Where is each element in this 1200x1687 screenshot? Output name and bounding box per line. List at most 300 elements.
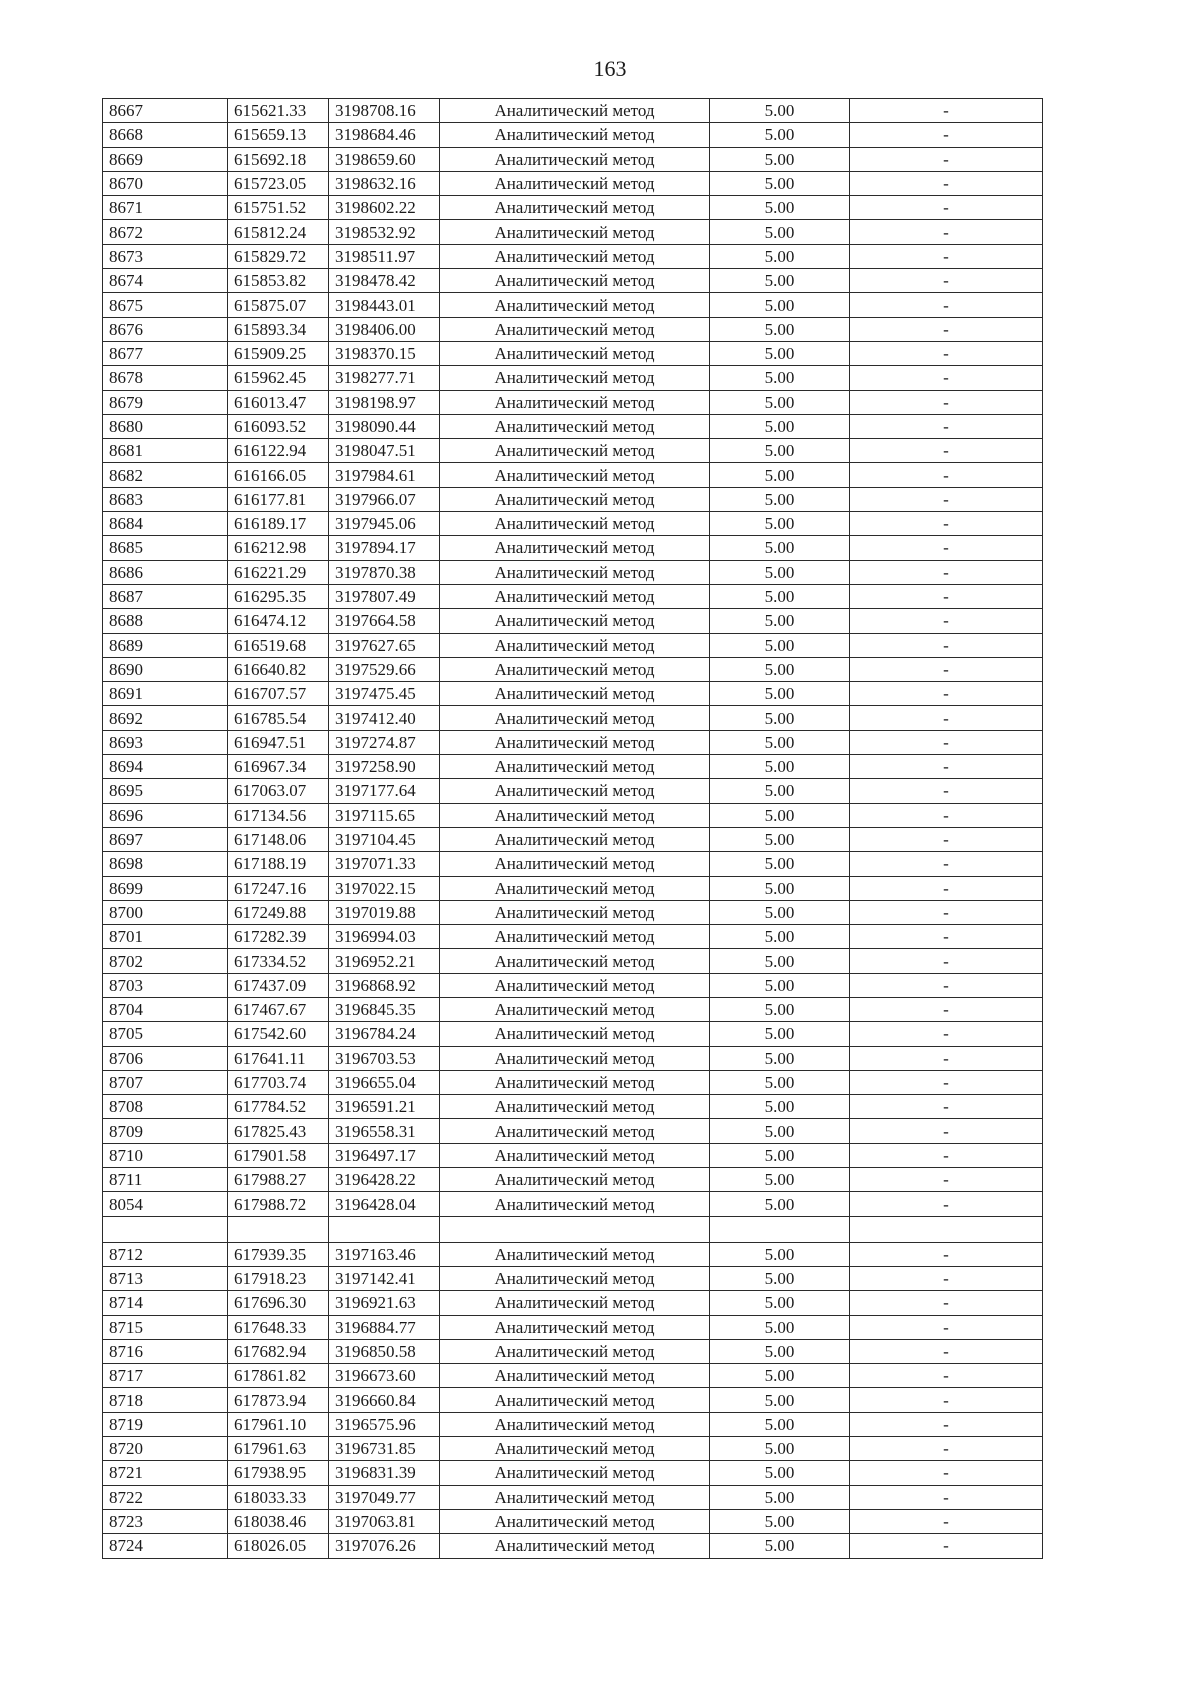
table-row [103, 876, 1043, 900]
y-coordinate-cell: 3198511.97 [329, 244, 440, 268]
table-row [103, 900, 1043, 924]
accuracy-cell: 5.00 [710, 293, 850, 317]
table-row [103, 1315, 1043, 1339]
point-number-cell: 8696 [103, 803, 228, 827]
accuracy-cell: 5.00 [710, 1388, 850, 1412]
accuracy-cell: 5.00 [710, 1119, 850, 1143]
accuracy-cell: 5.00 [710, 463, 850, 487]
x-coordinate-cell: 617825.43 [228, 1119, 329, 1143]
note-cell: - [850, 341, 1043, 365]
x-coordinate-cell: 616947.51 [228, 730, 329, 754]
method-cell: Аналитический метод [440, 657, 710, 681]
coordinates-table [102, 98, 1043, 1559]
y-coordinate-cell: 3197475.45 [329, 682, 440, 706]
note-cell: - [850, 1315, 1043, 1339]
y-coordinate-cell: 3198277.71 [329, 366, 440, 390]
y-coordinate-cell: 3197966.07 [329, 487, 440, 511]
note-cell: - [850, 1388, 1043, 1412]
table-spacer [103, 1216, 1043, 1242]
table-row [103, 1168, 1043, 1192]
method-cell: Аналитический метод [440, 852, 710, 876]
note-cell: - [850, 997, 1043, 1021]
y-coordinate-cell: 3198632.16 [329, 171, 440, 195]
note-cell: - [850, 99, 1043, 123]
y-coordinate-cell: 3196884.77 [329, 1315, 440, 1339]
method-cell: Аналитический метод [440, 390, 710, 414]
table-row [103, 220, 1043, 244]
accuracy-cell: 5.00 [710, 682, 850, 706]
table-row [103, 609, 1043, 633]
method-cell: Аналитический метод [440, 1534, 710, 1558]
point-number-cell: 8717 [103, 1364, 228, 1388]
y-coordinate-cell: 3198047.51 [329, 439, 440, 463]
table-row [103, 171, 1043, 195]
method-cell: Аналитический метод [440, 293, 710, 317]
x-coordinate-cell: 615962.45 [228, 366, 329, 390]
table-row [103, 1291, 1043, 1315]
y-coordinate-cell: 3196845.35 [329, 997, 440, 1021]
point-number-cell: 8715 [103, 1315, 228, 1339]
table-row [103, 1192, 1043, 1216]
table-row [103, 414, 1043, 438]
method-cell: Аналитический метод [440, 171, 710, 195]
page-number: 163 [593, 56, 627, 81]
y-coordinate-cell: 3197076.26 [329, 1534, 440, 1558]
accuracy-cell: 5.00 [710, 317, 850, 341]
accuracy-cell: 5.00 [710, 1412, 850, 1436]
note-cell: - [850, 925, 1043, 949]
point-number-cell: 8712 [103, 1242, 228, 1266]
method-cell: Аналитический метод [440, 1242, 710, 1266]
point-number-cell: 8675 [103, 293, 228, 317]
accuracy-cell: 5.00 [710, 147, 850, 171]
point-number-cell: 8707 [103, 1070, 228, 1094]
method-cell: Аналитический метод [440, 244, 710, 268]
method-cell: Аналитический метод [440, 730, 710, 754]
table-row [103, 925, 1043, 949]
method-cell: Аналитический метод [440, 1412, 710, 1436]
y-coordinate-cell: 3198443.01 [329, 293, 440, 317]
x-coordinate-cell: 616640.82 [228, 657, 329, 681]
x-coordinate-cell: 617134.56 [228, 803, 329, 827]
note-cell: - [850, 196, 1043, 220]
table-row [103, 317, 1043, 341]
note-cell: - [850, 1095, 1043, 1119]
table-row [103, 293, 1043, 317]
note-cell: - [850, 730, 1043, 754]
accuracy-cell: 5.00 [710, 269, 850, 293]
x-coordinate-cell: 617282.39 [228, 925, 329, 949]
note-cell: - [850, 463, 1043, 487]
x-coordinate-cell: 618026.05 [228, 1534, 329, 1558]
x-coordinate-cell: 617703.74 [228, 1070, 329, 1094]
y-coordinate-cell: 3198532.92 [329, 220, 440, 244]
y-coordinate-cell: 3196703.53 [329, 1046, 440, 1070]
table-row [103, 584, 1043, 608]
y-coordinate-cell: 3198708.16 [329, 99, 440, 123]
y-coordinate-cell: 3196497.17 [329, 1143, 440, 1167]
x-coordinate-cell: 616967.34 [228, 755, 329, 779]
method-cell: Аналитический метод [440, 463, 710, 487]
x-coordinate-cell: 617784.52 [228, 1095, 329, 1119]
point-number-cell: 8691 [103, 682, 228, 706]
note-cell: - [850, 949, 1043, 973]
method-cell: Аналитический метод [440, 414, 710, 438]
accuracy-cell: 5.00 [710, 1192, 850, 1216]
method-cell: Аналитический метод [440, 366, 710, 390]
accuracy-cell: 5.00 [710, 1315, 850, 1339]
x-coordinate-cell: 616785.54 [228, 706, 329, 730]
x-coordinate-cell: 616013.47 [228, 390, 329, 414]
y-coordinate-cell: 3197063.81 [329, 1509, 440, 1533]
method-cell: Аналитический метод [440, 925, 710, 949]
note-cell: - [850, 487, 1043, 511]
point-number-cell: 8704 [103, 997, 228, 1021]
y-coordinate-cell: 3197627.65 [329, 633, 440, 657]
x-coordinate-cell: 615909.25 [228, 341, 329, 365]
note-cell: - [850, 414, 1043, 438]
method-cell: Аналитический метод [440, 900, 710, 924]
x-coordinate-cell: 617861.82 [228, 1364, 329, 1388]
note-cell: - [850, 293, 1043, 317]
point-number-cell: 8710 [103, 1143, 228, 1167]
method-cell: Аналитический метод [440, 609, 710, 633]
y-coordinate-cell: 3198659.60 [329, 147, 440, 171]
accuracy-cell: 5.00 [710, 487, 850, 511]
x-coordinate-cell: 615659.13 [228, 123, 329, 147]
method-cell: Аналитический метод [440, 706, 710, 730]
method-cell: Аналитический метод [440, 779, 710, 803]
table-row [103, 1339, 1043, 1363]
x-coordinate-cell: 615723.05 [228, 171, 329, 195]
note-cell: - [850, 1070, 1043, 1094]
note-cell: - [850, 439, 1043, 463]
method-cell: Аналитический метод [440, 1119, 710, 1143]
x-coordinate-cell: 615621.33 [228, 99, 329, 123]
point-number-cell: 8690 [103, 657, 228, 681]
method-cell: Аналитический метод [440, 560, 710, 584]
accuracy-cell: 5.00 [710, 1095, 850, 1119]
accuracy-cell: 5.00 [710, 1022, 850, 1046]
point-number-cell: 8674 [103, 269, 228, 293]
point-number-cell: 8697 [103, 827, 228, 851]
note-cell: - [850, 1143, 1043, 1167]
table-row [103, 1022, 1043, 1046]
note-cell: - [850, 803, 1043, 827]
accuracy-cell: 5.00 [710, 779, 850, 803]
y-coordinate-cell: 3196558.31 [329, 1119, 440, 1143]
note-cell: - [850, 633, 1043, 657]
x-coordinate-cell: 617063.07 [228, 779, 329, 803]
x-coordinate-cell: 617873.94 [228, 1388, 329, 1412]
point-number-cell: 8679 [103, 390, 228, 414]
point-number-cell: 8682 [103, 463, 228, 487]
note-cell: - [850, 779, 1043, 803]
note-cell: - [850, 1022, 1043, 1046]
y-coordinate-cell: 3196660.84 [329, 1388, 440, 1412]
point-number-cell: 8685 [103, 536, 228, 560]
method-cell: Аналитический метод [440, 827, 710, 851]
y-coordinate-cell: 3196428.04 [329, 1192, 440, 1216]
note-cell: - [850, 1412, 1043, 1436]
y-coordinate-cell: 3198684.46 [329, 123, 440, 147]
accuracy-cell: 5.00 [710, 1339, 850, 1363]
table-row [103, 1509, 1043, 1533]
point-number-cell: 8698 [103, 852, 228, 876]
y-coordinate-cell: 3196850.58 [329, 1339, 440, 1363]
point-number-cell: 8708 [103, 1095, 228, 1119]
accuracy-cell: 5.00 [710, 876, 850, 900]
table-row [103, 1485, 1043, 1509]
table-row [103, 487, 1043, 511]
accuracy-cell: 5.00 [710, 1509, 850, 1533]
method-cell: Аналитический метод [440, 876, 710, 900]
accuracy-cell: 5.00 [710, 512, 850, 536]
y-coordinate-cell: 3196831.39 [329, 1461, 440, 1485]
y-coordinate-cell: 3197412.40 [329, 706, 440, 730]
method-cell: Аналитический метод [440, 1485, 710, 1509]
table-row [103, 390, 1043, 414]
point-number-cell: 8705 [103, 1022, 228, 1046]
note-cell: - [850, 682, 1043, 706]
point-number-cell: 8694 [103, 755, 228, 779]
accuracy-cell: 5.00 [710, 657, 850, 681]
x-coordinate-cell: 615812.24 [228, 220, 329, 244]
method-cell: Аналитический метод [440, 584, 710, 608]
table-row [103, 1412, 1043, 1436]
accuracy-cell: 5.00 [710, 99, 850, 123]
x-coordinate-cell: 616519.68 [228, 633, 329, 657]
point-number-cell: 8713 [103, 1266, 228, 1290]
method-cell: Аналитический метод [440, 1192, 710, 1216]
method-cell: Аналитический метод [440, 682, 710, 706]
point-number-cell: 8681 [103, 439, 228, 463]
note-cell: - [850, 1242, 1043, 1266]
method-cell: Аналитический метод [440, 439, 710, 463]
table-row [103, 123, 1043, 147]
accuracy-cell: 5.00 [710, 1364, 850, 1388]
point-number-cell: 8701 [103, 925, 228, 949]
point-number-cell: 8695 [103, 779, 228, 803]
spacer-cell [850, 1216, 1043, 1242]
accuracy-cell: 5.00 [710, 1461, 850, 1485]
y-coordinate-cell: 3196673.60 [329, 1364, 440, 1388]
accuracy-cell: 5.00 [710, 171, 850, 195]
x-coordinate-cell: 617247.16 [228, 876, 329, 900]
y-coordinate-cell: 3196784.24 [329, 1022, 440, 1046]
table-row [103, 1534, 1043, 1558]
method-cell: Аналитический метод [440, 220, 710, 244]
accuracy-cell: 5.00 [710, 1168, 850, 1192]
accuracy-cell: 5.00 [710, 1534, 850, 1558]
y-coordinate-cell: 3198602.22 [329, 196, 440, 220]
accuracy-cell: 5.00 [710, 973, 850, 997]
y-coordinate-cell: 3197071.33 [329, 852, 440, 876]
method-cell: Аналитический метод [440, 487, 710, 511]
x-coordinate-cell: 615692.18 [228, 147, 329, 171]
accuracy-cell: 5.00 [710, 414, 850, 438]
x-coordinate-cell: 617918.23 [228, 1266, 329, 1290]
y-coordinate-cell: 3197258.90 [329, 755, 440, 779]
point-number-cell: 8671 [103, 196, 228, 220]
table-row [103, 730, 1043, 754]
point-number-cell: 8673 [103, 244, 228, 268]
x-coordinate-cell: 617939.35 [228, 1242, 329, 1266]
point-number-cell: 8687 [103, 584, 228, 608]
note-cell: - [850, 584, 1043, 608]
accuracy-cell: 5.00 [710, 1437, 850, 1461]
note-cell: - [850, 1461, 1043, 1485]
accuracy-cell: 5.00 [710, 366, 850, 390]
y-coordinate-cell: 3198370.15 [329, 341, 440, 365]
y-coordinate-cell: 3197142.41 [329, 1266, 440, 1290]
point-number-cell: 8668 [103, 123, 228, 147]
y-coordinate-cell: 3196575.96 [329, 1412, 440, 1436]
point-number-cell: 8684 [103, 512, 228, 536]
table-block-2 [103, 1242, 1043, 1558]
y-coordinate-cell: 3196731.85 [329, 1437, 440, 1461]
note-cell: - [850, 1119, 1043, 1143]
x-coordinate-cell: 616177.81 [228, 487, 329, 511]
point-number-cell: 8722 [103, 1485, 228, 1509]
table-row [103, 244, 1043, 268]
point-number-cell: 8719 [103, 1412, 228, 1436]
note-cell: - [850, 123, 1043, 147]
note-cell: - [850, 244, 1043, 268]
method-cell: Аналитический метод [440, 269, 710, 293]
table-row [103, 99, 1043, 123]
table-row [103, 803, 1043, 827]
accuracy-cell: 5.00 [710, 633, 850, 657]
y-coordinate-cell: 3197049.77 [329, 1485, 440, 1509]
point-number-cell: 8714 [103, 1291, 228, 1315]
x-coordinate-cell: 617648.33 [228, 1315, 329, 1339]
point-number-cell: 8689 [103, 633, 228, 657]
point-number-cell: 8692 [103, 706, 228, 730]
x-coordinate-cell: 616166.05 [228, 463, 329, 487]
method-cell: Аналитический метод [440, 1266, 710, 1290]
note-cell: - [850, 827, 1043, 851]
note-cell: - [850, 1509, 1043, 1533]
y-coordinate-cell: 3197984.61 [329, 463, 440, 487]
x-coordinate-cell: 617188.19 [228, 852, 329, 876]
point-number-cell: 8706 [103, 1046, 228, 1070]
note-cell: - [850, 706, 1043, 730]
table-row [103, 1143, 1043, 1167]
note-cell: - [850, 1437, 1043, 1461]
x-coordinate-cell: 617542.60 [228, 1022, 329, 1046]
y-coordinate-cell: 3198198.97 [329, 390, 440, 414]
point-number-cell: 8676 [103, 317, 228, 341]
point-number-cell: 8683 [103, 487, 228, 511]
table-row [103, 827, 1043, 851]
point-number-cell: 8688 [103, 609, 228, 633]
x-coordinate-cell: 617988.72 [228, 1192, 329, 1216]
accuracy-cell: 5.00 [710, 997, 850, 1021]
x-coordinate-cell: 617696.30 [228, 1291, 329, 1315]
note-cell: - [850, 973, 1043, 997]
x-coordinate-cell: 617641.11 [228, 1046, 329, 1070]
method-cell: Аналитический метод [440, 123, 710, 147]
table-row [103, 560, 1043, 584]
method-cell: Аналитический метод [440, 536, 710, 560]
note-cell: - [850, 755, 1043, 779]
table-row [103, 755, 1043, 779]
y-coordinate-cell: 3197807.49 [329, 584, 440, 608]
method-cell: Аналитический метод [440, 949, 710, 973]
method-cell: Аналитический метод [440, 1022, 710, 1046]
x-coordinate-cell: 615853.82 [228, 269, 329, 293]
note-cell: - [850, 1168, 1043, 1192]
method-cell: Аналитический метод [440, 1339, 710, 1363]
y-coordinate-cell: 3197115.65 [329, 803, 440, 827]
x-coordinate-cell: 615893.34 [228, 317, 329, 341]
note-cell: - [850, 1364, 1043, 1388]
accuracy-cell: 5.00 [710, 755, 850, 779]
note-cell: - [850, 171, 1043, 195]
point-number-cell: 8686 [103, 560, 228, 584]
note-cell: - [850, 220, 1043, 244]
y-coordinate-cell: 3197870.38 [329, 560, 440, 584]
y-coordinate-cell: 3196428.22 [329, 1168, 440, 1192]
accuracy-cell: 5.00 [710, 900, 850, 924]
accuracy-cell: 5.00 [710, 827, 850, 851]
y-coordinate-cell: 3196868.92 [329, 973, 440, 997]
x-coordinate-cell: 617938.95 [228, 1461, 329, 1485]
x-coordinate-cell: 617961.10 [228, 1412, 329, 1436]
table-row [103, 1119, 1043, 1143]
point-number-cell: 8724 [103, 1534, 228, 1558]
table-block-1 [103, 99, 1043, 1217]
table-row [103, 1461, 1043, 1485]
x-coordinate-cell: 615875.07 [228, 293, 329, 317]
note-cell: - [850, 560, 1043, 584]
table-row [103, 973, 1043, 997]
note-cell: - [850, 1485, 1043, 1509]
point-number-cell: 8723 [103, 1509, 228, 1533]
note-cell: - [850, 609, 1043, 633]
point-number-cell: 8703 [103, 973, 228, 997]
table-row [103, 1364, 1043, 1388]
x-coordinate-cell: 615829.72 [228, 244, 329, 268]
method-cell: Аналитический метод [440, 512, 710, 536]
x-coordinate-cell: 617437.09 [228, 973, 329, 997]
accuracy-cell: 5.00 [710, 536, 850, 560]
x-coordinate-cell: 617249.88 [228, 900, 329, 924]
table-row [103, 1266, 1043, 1290]
point-number-cell: 8677 [103, 341, 228, 365]
table-row [103, 779, 1043, 803]
y-coordinate-cell: 3197529.66 [329, 657, 440, 681]
x-coordinate-cell: 616122.94 [228, 439, 329, 463]
accuracy-cell: 5.00 [710, 925, 850, 949]
note-cell: - [850, 1291, 1043, 1315]
accuracy-cell: 5.00 [710, 341, 850, 365]
accuracy-cell: 5.00 [710, 1266, 850, 1290]
note-cell: - [850, 1339, 1043, 1363]
y-coordinate-cell: 3197664.58 [329, 609, 440, 633]
spacer-cell [329, 1216, 440, 1242]
x-coordinate-cell: 616474.12 [228, 609, 329, 633]
method-cell: Аналитический метод [440, 147, 710, 171]
y-coordinate-cell: 3196921.63 [329, 1291, 440, 1315]
accuracy-cell: 5.00 [710, 609, 850, 633]
y-coordinate-cell: 3197945.06 [329, 512, 440, 536]
x-coordinate-cell: 617148.06 [228, 827, 329, 851]
x-coordinate-cell: 617961.63 [228, 1437, 329, 1461]
method-cell: Аналитический метод [440, 1315, 710, 1339]
x-coordinate-cell: 617901.58 [228, 1143, 329, 1167]
